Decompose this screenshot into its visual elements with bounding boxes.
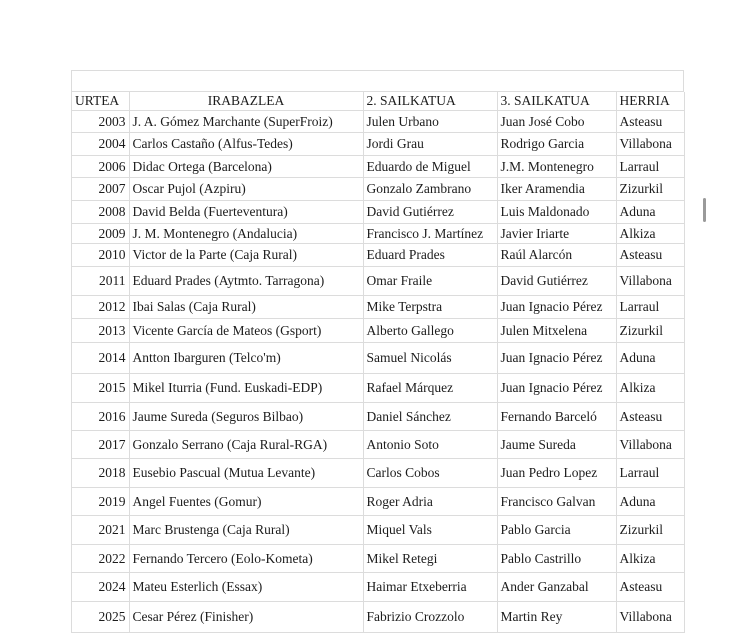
header-town: HERRIA [616, 92, 684, 111]
cell-second: Roger Adria [363, 488, 497, 516]
table-row [72, 296, 684, 319]
cell-winner: Eduard Prades (Aytmto. Tarragona) [129, 267, 363, 296]
cell-town: Asteasu [616, 403, 684, 431]
cell-winner: Marc Brustenga (Caja Rural) [129, 516, 363, 545]
cell-second: Antonio Soto [363, 431, 497, 459]
cell-third: Javier Iriarte [497, 224, 616, 244]
cell-year: 2008 [72, 201, 129, 224]
header-row [72, 92, 684, 111]
cell-second: Mikel Retegi [363, 545, 497, 573]
table-row [72, 516, 684, 545]
cell-town: Asteasu [616, 111, 684, 133]
table-row [72, 573, 684, 602]
table-row [72, 545, 684, 573]
vertical-scrollbar[interactable] [703, 198, 706, 222]
cell-winner: Carlos Castaño (Alfus-Tedes) [129, 133, 363, 156]
cell-year: 2006 [72, 156, 129, 178]
cell-third: Raúl Alarcón [497, 244, 616, 267]
cell-year: 2021 [72, 516, 129, 545]
cell-winner: David Belda (Fuerteventura) [129, 201, 363, 224]
cell-town: Asteasu [616, 244, 684, 267]
cell-town: Larraul [616, 296, 684, 319]
cell-winner: Antton Ibarguren (Telco'm) [129, 343, 363, 374]
table-body [72, 111, 684, 633]
blank-row [72, 71, 684, 92]
cell-town: Zizurkil [616, 178, 684, 201]
cell-second: Carlos Cobos [363, 459, 497, 488]
cell-year: 2011 [72, 267, 129, 296]
cell-third: Iker Aramendia [497, 178, 616, 201]
cell-second: Eduard Prades [363, 244, 497, 267]
cell-town: Aduna [616, 343, 684, 374]
cell-winner: Mikel Iturria (Fund. Euskadi-EDP) [129, 374, 363, 403]
cell-third: Juan Pedro Lopez [497, 459, 616, 488]
table-row [72, 201, 684, 224]
table-row [72, 156, 684, 178]
cell-third: Pablo Castrillo [497, 545, 616, 573]
cell-second: Julen Urbano [363, 111, 497, 133]
cell-third: Juan Ignacio Pérez [497, 296, 616, 319]
results-table-container [71, 70, 684, 633]
cell-town: Villabona [616, 431, 684, 459]
cell-third: Francisco Galvan [497, 488, 616, 516]
cell-town: Larraul [616, 156, 684, 178]
cell-third: David Gutiérrez [497, 267, 616, 296]
table-row [72, 343, 684, 374]
cell-winner: Vicente García de Mateos (Gsport) [129, 319, 363, 343]
table-row [72, 111, 684, 133]
cell-town: Villabona [616, 133, 684, 156]
table-row [72, 431, 684, 459]
cell-third: Fernando Barceló [497, 403, 616, 431]
table-row [72, 403, 684, 431]
cell-winner: Jaume Sureda (Seguros Bilbao) [129, 403, 363, 431]
cell-winner: Cesar Pérez (Finisher) [129, 602, 363, 633]
results-table [72, 92, 685, 633]
cell-winner: Didac Ortega (Barcelona) [129, 156, 363, 178]
cell-second: Gonzalo Zambrano [363, 178, 497, 201]
cell-third: Rodrigo Garcia [497, 133, 616, 156]
cell-winner: Victor de la Parte (Caja Rural) [129, 244, 363, 267]
cell-second: Daniel Sánchez [363, 403, 497, 431]
cell-town: Asteasu [616, 573, 684, 602]
cell-third: Ander Ganzabal [497, 573, 616, 602]
cell-winner: J. A. Gómez Marchante (SuperFroiz) [129, 111, 363, 133]
cell-town: Zizurkil [616, 319, 684, 343]
cell-winner: J. M. Montenegro (Andalucia) [129, 224, 363, 244]
cell-winner: Mateu Esterlich (Essax) [129, 573, 363, 602]
cell-year: 2018 [72, 459, 129, 488]
cell-second: David Gutiérrez [363, 201, 497, 224]
cell-town: Villabona [616, 267, 684, 296]
cell-second: Rafael Márquez [363, 374, 497, 403]
cell-year: 2003 [72, 111, 129, 133]
cell-winner: Eusebio Pascual (Mutua Levante) [129, 459, 363, 488]
cell-town: Alkiza [616, 224, 684, 244]
cell-year: 2016 [72, 403, 129, 431]
header-second: 2. SAILKATUA [363, 92, 497, 111]
cell-second: Francisco J. Martínez [363, 224, 497, 244]
cell-town: Alkiza [616, 545, 684, 573]
cell-year: 2014 [72, 343, 129, 374]
cell-year: 2013 [72, 319, 129, 343]
cell-second: Miquel Vals [363, 516, 497, 545]
cell-winner: Fernando Tercero (Eolo-Kometa) [129, 545, 363, 573]
cell-second: Samuel Nicolás [363, 343, 497, 374]
cell-third: Pablo Garcia [497, 516, 616, 545]
cell-town: Aduna [616, 201, 684, 224]
table-row [72, 459, 684, 488]
cell-town: Villabona [616, 602, 684, 633]
cell-third: Julen Mitxelena [497, 319, 616, 343]
header-third: 3. SAILKATUA [497, 92, 616, 111]
table-row [72, 224, 684, 244]
cell-winner: Angel Fuentes (Gomur) [129, 488, 363, 516]
cell-third: Martin Rey [497, 602, 616, 633]
header-winner: IRABAZLEA [129, 92, 363, 111]
cell-year: 2009 [72, 224, 129, 244]
cell-third: Juan Ignacio Pérez [497, 343, 616, 374]
cell-third: Luis Maldonado [497, 201, 616, 224]
cell-year: 2017 [72, 431, 129, 459]
cell-town: Zizurkil [616, 516, 684, 545]
cell-second: Mike Terpstra [363, 296, 497, 319]
cell-winner: Gonzalo Serrano (Caja Rural-RGA) [129, 431, 363, 459]
cell-second: Haimar Etxeberria [363, 573, 497, 602]
table-row [72, 244, 684, 267]
cell-second: Eduardo de Miguel [363, 156, 497, 178]
cell-town: Alkiza [616, 374, 684, 403]
cell-third: J.M. Montenegro [497, 156, 616, 178]
cell-second: Omar Fraile [363, 267, 497, 296]
cell-year: 2012 [72, 296, 129, 319]
cell-winner: Oscar Pujol (Azpiru) [129, 178, 363, 201]
cell-town: Larraul [616, 459, 684, 488]
cell-second: Jordi Grau [363, 133, 497, 156]
cell-year: 2025 [72, 602, 129, 633]
cell-year: 2015 [72, 374, 129, 403]
cell-winner: Ibai Salas (Caja Rural) [129, 296, 363, 319]
cell-third: Jaume Sureda [497, 431, 616, 459]
table-row [72, 488, 684, 516]
table-row [72, 267, 684, 296]
table-row [72, 374, 684, 403]
cell-year: 2019 [72, 488, 129, 516]
table-row [72, 178, 684, 201]
table-row [72, 133, 684, 156]
table-row [72, 602, 684, 633]
cell-year: 2010 [72, 244, 129, 267]
cell-year: 2007 [72, 178, 129, 201]
cell-second: Fabrizio Crozzolo [363, 602, 497, 633]
cell-year: 2004 [72, 133, 129, 156]
cell-second: Alberto Gallego [363, 319, 497, 343]
table-row [72, 319, 684, 343]
cell-year: 2022 [72, 545, 129, 573]
cell-third: Juan José Cobo [497, 111, 616, 133]
header-year: URTEA [72, 92, 129, 111]
cell-year: 2024 [72, 573, 129, 602]
cell-third: Juan Ignacio Pérez [497, 374, 616, 403]
cell-town: Aduna [616, 488, 684, 516]
